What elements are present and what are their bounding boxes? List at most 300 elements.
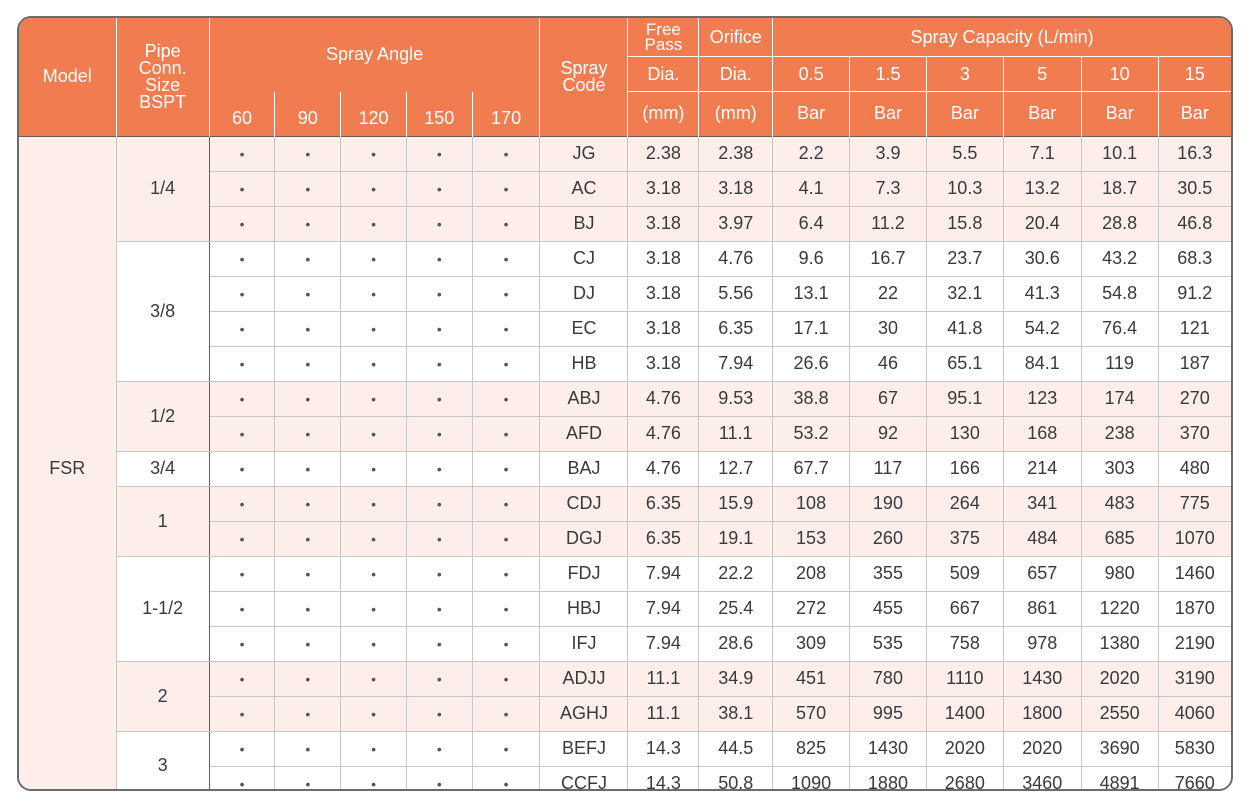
- angle-dot: •: [275, 311, 341, 346]
- capacity-cell: 667: [926, 591, 1003, 626]
- capacity-cell: 238: [1081, 416, 1158, 451]
- capacity-cell: 309: [773, 626, 850, 661]
- header-pressure: 3: [926, 57, 1003, 92]
- capacity-cell: 2020: [1003, 731, 1081, 766]
- angle-dot: •: [472, 136, 540, 171]
- orifice-cell: 34.9: [699, 661, 773, 696]
- free-pass-cell: 4.76: [628, 451, 699, 486]
- angle-dot: •: [209, 521, 275, 556]
- capacity-cell: 68.3: [1158, 241, 1231, 276]
- capacity-cell: 190: [850, 486, 927, 521]
- capacity-cell: 825: [773, 731, 850, 766]
- capacity-cell: 451: [773, 661, 850, 696]
- capacity-cell: 303: [1081, 451, 1158, 486]
- capacity-cell: 484: [1003, 521, 1081, 556]
- angle-dot: •: [472, 626, 540, 661]
- header-free-pass: [628, 18, 699, 57]
- angle-dot: •: [209, 136, 275, 171]
- angle-dot: •: [472, 206, 540, 241]
- capacity-cell: 509: [926, 556, 1003, 591]
- angle-dot: •: [341, 696, 407, 731]
- capacity-cell: 153: [773, 521, 850, 556]
- free-pass-cell: 6.35: [628, 521, 699, 556]
- angle-dot: •: [209, 416, 275, 451]
- orifice-cell: 3.97: [699, 206, 773, 241]
- angle-dot: •: [275, 381, 341, 416]
- capacity-cell: 168: [1003, 416, 1081, 451]
- capacity-cell: 38.8: [773, 381, 850, 416]
- angle-dot: •: [341, 346, 407, 381]
- table-row: [19, 241, 1231, 276]
- angle-dot: •: [472, 731, 540, 766]
- header-pressure: 1.5: [850, 57, 927, 92]
- angle-dot: •: [406, 276, 472, 311]
- angle-dot: •: [472, 381, 540, 416]
- header-pressure: 10: [1081, 57, 1158, 92]
- capacity-cell: 3690: [1081, 731, 1158, 766]
- spray-code-cell: EC: [540, 311, 628, 346]
- capacity-cell: 375: [926, 521, 1003, 556]
- angle-dot: •: [275, 556, 341, 591]
- angle-dot: •: [406, 556, 472, 591]
- header-angle: 90: [275, 92, 341, 137]
- angle-dot: •: [406, 661, 472, 696]
- angle-dot: •: [275, 626, 341, 661]
- capacity-cell: 13.2: [1003, 171, 1081, 206]
- capacity-cell: 123: [1003, 381, 1081, 416]
- table-header: [19, 18, 1231, 136]
- header-spray-code: [540, 18, 628, 136]
- spray-code-cell: BAJ: [540, 451, 628, 486]
- header-pipe-line: BSPT: [139, 91, 187, 112]
- angle-dot: •: [406, 381, 472, 416]
- angle-dot: •: [406, 696, 472, 731]
- orifice-cell: 15.9: [699, 486, 773, 521]
- header-angle: 170: [472, 92, 540, 137]
- header-orifice: Orifice: [699, 18, 773, 57]
- capacity-cell: 11.2: [850, 206, 927, 241]
- pipe-size-cell: 1-1/2: [116, 556, 209, 661]
- header-free-pass-dia: Dia.: [628, 57, 699, 92]
- angle-dot: •: [275, 136, 341, 171]
- angle-dot: •: [341, 241, 407, 276]
- angle-dot: •: [406, 766, 472, 791]
- capacity-cell: 30: [850, 311, 927, 346]
- header-bar-unit: Bar: [926, 92, 1003, 137]
- angle-dot: •: [209, 171, 275, 206]
- spray-code-cell: HBJ: [540, 591, 628, 626]
- capacity-cell: 54.2: [1003, 311, 1081, 346]
- capacity-cell: 535: [850, 626, 927, 661]
- free-pass-cell: 7.94: [628, 556, 699, 591]
- capacity-cell: 1400: [926, 696, 1003, 731]
- orifice-cell: 19.1: [699, 521, 773, 556]
- capacity-cell: 455: [850, 591, 927, 626]
- capacity-cell: 166: [926, 451, 1003, 486]
- angle-dot: •: [209, 696, 275, 731]
- angle-dot: •: [341, 206, 407, 241]
- capacity-cell: 108: [773, 486, 850, 521]
- header-pressure: 15: [1158, 57, 1231, 92]
- free-pass-cell: 3.18: [628, 171, 699, 206]
- header-orifice-dia: Dia.: [699, 57, 773, 92]
- capacity-cell: 84.1: [1003, 346, 1081, 381]
- angle-dot: •: [341, 136, 407, 171]
- capacity-cell: 92: [850, 416, 927, 451]
- angle-dot: •: [275, 696, 341, 731]
- angle-dot: •: [472, 171, 540, 206]
- spray-code-cell: DJ: [540, 276, 628, 311]
- capacity-cell: 370: [1158, 416, 1231, 451]
- angle-dot: •: [406, 416, 472, 451]
- header-angle: 60: [209, 92, 275, 137]
- spray-code-cell: AFD: [540, 416, 628, 451]
- orifice-cell: 4.76: [699, 241, 773, 276]
- angle-dot: •: [209, 661, 275, 696]
- angle-dot: •: [275, 241, 341, 276]
- capacity-cell: 67: [850, 381, 927, 416]
- capacity-cell: 174: [1081, 381, 1158, 416]
- angle-dot: •: [472, 521, 540, 556]
- spec-table-card: [17, 16, 1233, 791]
- spray-code-cell: AGHJ: [540, 696, 628, 731]
- angle-dot: •: [275, 486, 341, 521]
- spray-code-cell: IFJ: [540, 626, 628, 661]
- free-pass-cell: 3.18: [628, 346, 699, 381]
- capacity-cell: 2020: [1081, 661, 1158, 696]
- free-pass-cell: 14.3: [628, 731, 699, 766]
- capacity-cell: 2190: [1158, 626, 1231, 661]
- header-bar-unit: Bar: [1081, 92, 1158, 137]
- capacity-cell: 270: [1158, 381, 1231, 416]
- free-pass-cell: 14.3: [628, 766, 699, 791]
- capacity-cell: 214: [1003, 451, 1081, 486]
- angle-dot: •: [472, 451, 540, 486]
- angle-dot: •: [341, 556, 407, 591]
- header-pressure: 5: [1003, 57, 1081, 92]
- capacity-cell: 130: [926, 416, 1003, 451]
- capacity-cell: 1110: [926, 661, 1003, 696]
- header-bar-unit: Bar: [850, 92, 927, 137]
- capacity-cell: 54.8: [1081, 276, 1158, 311]
- capacity-cell: 22: [850, 276, 927, 311]
- angle-dot: •: [406, 311, 472, 346]
- header-orifice-unit: (mm): [699, 92, 773, 137]
- header-pipe-line: Conn.: [138, 57, 187, 78]
- angle-dot: •: [341, 276, 407, 311]
- capacity-cell: 17.1: [773, 311, 850, 346]
- capacity-cell: 9.6: [773, 241, 850, 276]
- angle-dot: •: [406, 486, 472, 521]
- angle-dot: •: [209, 556, 275, 591]
- angle-dot: •: [275, 171, 341, 206]
- capacity-cell: 28.8: [1081, 206, 1158, 241]
- orifice-cell: 25.4: [699, 591, 773, 626]
- capacity-cell: 1220: [1081, 591, 1158, 626]
- angle-dot: •: [275, 731, 341, 766]
- header-spray-code-line: Spray: [560, 57, 608, 78]
- table-row: [19, 486, 1231, 521]
- capacity-cell: 10.3: [926, 171, 1003, 206]
- capacity-cell: 861: [1003, 591, 1081, 626]
- angle-dot: •: [275, 591, 341, 626]
- capacity-cell: 119: [1081, 346, 1158, 381]
- orifice-cell: 28.6: [699, 626, 773, 661]
- free-pass-cell: 7.94: [628, 591, 699, 626]
- free-pass-cell: 11.1: [628, 661, 699, 696]
- capacity-cell: 4891: [1081, 766, 1158, 791]
- table-row: [19, 451, 1231, 486]
- angle-dot: •: [406, 346, 472, 381]
- header-bar-unit: Bar: [1158, 92, 1231, 137]
- capacity-cell: 46.8: [1158, 206, 1231, 241]
- spray-code-cell: HB: [540, 346, 628, 381]
- table-row: [19, 381, 1231, 416]
- capacity-cell: 41.3: [1003, 276, 1081, 311]
- capacity-cell: 2550: [1081, 696, 1158, 731]
- capacity-cell: 95.1: [926, 381, 1003, 416]
- angle-dot: •: [406, 171, 472, 206]
- angle-dot: •: [209, 346, 275, 381]
- angle-dot: •: [341, 171, 407, 206]
- orifice-cell: 9.53: [699, 381, 773, 416]
- header-pressure: 0.5: [773, 57, 850, 92]
- angle-dot: •: [275, 521, 341, 556]
- header-pipe-line: Pipe: [144, 40, 181, 61]
- capacity-cell: 2020: [926, 731, 1003, 766]
- pipe-size-cell: 3/4: [116, 451, 209, 486]
- angle-dot: •: [341, 766, 407, 791]
- angle-dot: •: [472, 661, 540, 696]
- angle-dot: •: [209, 591, 275, 626]
- spray-code-cell: JG: [540, 136, 628, 171]
- capacity-cell: 26.6: [773, 346, 850, 381]
- capacity-cell: 3.9: [850, 136, 927, 171]
- capacity-cell: 1430: [1003, 661, 1081, 696]
- orifice-cell: 3.18: [699, 171, 773, 206]
- capacity-cell: 272: [773, 591, 850, 626]
- angle-dot: •: [209, 276, 275, 311]
- angle-dot: •: [209, 311, 275, 346]
- capacity-cell: 7.1: [1003, 136, 1081, 171]
- angle-dot: •: [275, 766, 341, 791]
- orifice-cell: 44.5: [699, 731, 773, 766]
- angle-dot: •: [472, 276, 540, 311]
- capacity-cell: 685: [1081, 521, 1158, 556]
- capacity-cell: 5.5: [926, 136, 1003, 171]
- capacity-cell: 4060: [1158, 696, 1231, 731]
- header-bar-unit: Bar: [773, 92, 850, 137]
- capacity-cell: 187: [1158, 346, 1231, 381]
- angle-dot: •: [275, 206, 341, 241]
- angle-dot: •: [406, 206, 472, 241]
- capacity-cell: 758: [926, 626, 1003, 661]
- capacity-cell: 76.4: [1081, 311, 1158, 346]
- angle-dot: •: [406, 626, 472, 661]
- angle-dot: •: [209, 626, 275, 661]
- capacity-cell: 978: [1003, 626, 1081, 661]
- angle-dot: •: [341, 381, 407, 416]
- angle-dot: •: [341, 451, 407, 486]
- orifice-cell: 12.7: [699, 451, 773, 486]
- header-angle: 120: [341, 92, 407, 137]
- capacity-cell: 775: [1158, 486, 1231, 521]
- angle-dot: •: [341, 311, 407, 346]
- header-spray-code-line: Code: [562, 74, 606, 95]
- orifice-cell: 6.35: [699, 311, 773, 346]
- capacity-cell: 53.2: [773, 416, 850, 451]
- capacity-cell: 121: [1158, 311, 1231, 346]
- angle-dot: •: [472, 311, 540, 346]
- angle-dot: •: [341, 731, 407, 766]
- angle-dot: •: [209, 451, 275, 486]
- orifice-cell: 2.38: [699, 136, 773, 171]
- pipe-size-cell: 1/2: [116, 381, 209, 451]
- spray-code-cell: ADJJ: [540, 661, 628, 696]
- capacity-cell: 16.7: [850, 241, 927, 276]
- table-row: [19, 556, 1231, 591]
- capacity-cell: 264: [926, 486, 1003, 521]
- angle-dot: •: [275, 451, 341, 486]
- capacity-cell: 1430: [850, 731, 927, 766]
- capacity-cell: 2.2: [773, 136, 850, 171]
- free-pass-cell: 11.1: [628, 696, 699, 731]
- capacity-cell: 3460: [1003, 766, 1081, 791]
- free-pass-cell: 3.18: [628, 311, 699, 346]
- angle-dot: •: [341, 521, 407, 556]
- capacity-cell: 46: [850, 346, 927, 381]
- header-spray-capacity: Spray Capacity (L/min): [773, 18, 1231, 57]
- capacity-cell: 65.1: [926, 346, 1003, 381]
- angle-dot: •: [341, 416, 407, 451]
- orifice-cell: 5.56: [699, 276, 773, 311]
- angle-dot: •: [275, 346, 341, 381]
- pipe-size-cell: 1/4: [116, 136, 209, 241]
- capacity-cell: 3190: [1158, 661, 1231, 696]
- capacity-cell: 10.1: [1081, 136, 1158, 171]
- capacity-cell: 341: [1003, 486, 1081, 521]
- header-angle: 150: [406, 92, 472, 137]
- capacity-cell: 15.8: [926, 206, 1003, 241]
- capacity-cell: 1460: [1158, 556, 1231, 591]
- pipe-size-cell: 2: [116, 661, 209, 731]
- free-pass-cell: 3.18: [628, 276, 699, 311]
- orifice-cell: 38.1: [699, 696, 773, 731]
- capacity-cell: 43.2: [1081, 241, 1158, 276]
- header-bar-unit: Bar: [1003, 92, 1081, 137]
- free-pass-cell: 2.38: [628, 136, 699, 171]
- spray-code-cell: CCFJ: [540, 766, 628, 791]
- capacity-cell: 4.1: [773, 171, 850, 206]
- spray-code-cell: AC: [540, 171, 628, 206]
- angle-dot: •: [341, 661, 407, 696]
- angle-dot: •: [406, 451, 472, 486]
- capacity-cell: 355: [850, 556, 927, 591]
- model-cell: FSR: [19, 136, 116, 791]
- capacity-cell: 980: [1081, 556, 1158, 591]
- capacity-cell: 208: [773, 556, 850, 591]
- capacity-cell: 117: [850, 451, 927, 486]
- capacity-cell: 7660: [1158, 766, 1231, 791]
- table-body: [19, 136, 1231, 791]
- capacity-cell: 30.6: [1003, 241, 1081, 276]
- angle-dot: •: [472, 241, 540, 276]
- capacity-cell: 6.4: [773, 206, 850, 241]
- free-pass-cell: 4.76: [628, 416, 699, 451]
- angle-dot: •: [472, 486, 540, 521]
- capacity-cell: 1800: [1003, 696, 1081, 731]
- capacity-cell: 91.2: [1158, 276, 1231, 311]
- angle-dot: •: [209, 381, 275, 416]
- angle-dot: •: [209, 241, 275, 276]
- pipe-size-cell: 1: [116, 486, 209, 556]
- angle-dot: •: [472, 766, 540, 791]
- spray-code-cell: ABJ: [540, 381, 628, 416]
- capacity-cell: 30.5: [1158, 171, 1231, 206]
- capacity-cell: 7.3: [850, 171, 927, 206]
- angle-dot: •: [209, 766, 275, 791]
- capacity-cell: 67.7: [773, 451, 850, 486]
- capacity-cell: 657: [1003, 556, 1081, 591]
- free-pass-cell: 3.18: [628, 241, 699, 276]
- capacity-cell: 570: [773, 696, 850, 731]
- capacity-cell: 2680: [926, 766, 1003, 791]
- free-pass-cell: 7.94: [628, 626, 699, 661]
- pipe-size-cell: 3: [116, 731, 209, 791]
- header-free-pass-unit: (mm): [628, 92, 699, 137]
- angle-dot: •: [275, 416, 341, 451]
- angle-dot: •: [209, 731, 275, 766]
- spray-code-cell: CJ: [540, 241, 628, 276]
- header-free-pass-line: Free: [645, 20, 681, 39]
- capacity-cell: 260: [850, 521, 927, 556]
- angle-dot: •: [472, 346, 540, 381]
- capacity-cell: 13.1: [773, 276, 850, 311]
- capacity-cell: 480: [1158, 451, 1231, 486]
- header-model: Model: [19, 18, 116, 136]
- spray-code-cell: DGJ: [540, 521, 628, 556]
- orifice-cell: 11.1: [699, 416, 773, 451]
- angle-dot: •: [406, 521, 472, 556]
- spray-code-cell: FDJ: [540, 556, 628, 591]
- orifice-cell: 7.94: [699, 346, 773, 381]
- table-row: [19, 661, 1231, 696]
- capacity-cell: 1880: [850, 766, 927, 791]
- angle-dot: •: [275, 276, 341, 311]
- capacity-cell: 1870: [1158, 591, 1231, 626]
- angle-dot: •: [406, 731, 472, 766]
- spray-capacity-table: [19, 18, 1231, 791]
- capacity-cell: 1380: [1081, 626, 1158, 661]
- free-pass-cell: 6.35: [628, 486, 699, 521]
- capacity-cell: 18.7: [1081, 171, 1158, 206]
- angle-dot: •: [341, 486, 407, 521]
- angle-dot: •: [406, 241, 472, 276]
- angle-dot: •: [275, 661, 341, 696]
- angle-dot: •: [472, 696, 540, 731]
- header-pipe-size: [116, 18, 209, 136]
- orifice-cell: 22.2: [699, 556, 773, 591]
- capacity-cell: 20.4: [1003, 206, 1081, 241]
- angle-dot: •: [406, 136, 472, 171]
- capacity-cell: 32.1: [926, 276, 1003, 311]
- angle-dot: •: [341, 626, 407, 661]
- angle-dot: •: [472, 416, 540, 451]
- table-row: [19, 731, 1231, 766]
- spray-code-cell: CDJ: [540, 486, 628, 521]
- free-pass-cell: 3.18: [628, 206, 699, 241]
- capacity-cell: 41.8: [926, 311, 1003, 346]
